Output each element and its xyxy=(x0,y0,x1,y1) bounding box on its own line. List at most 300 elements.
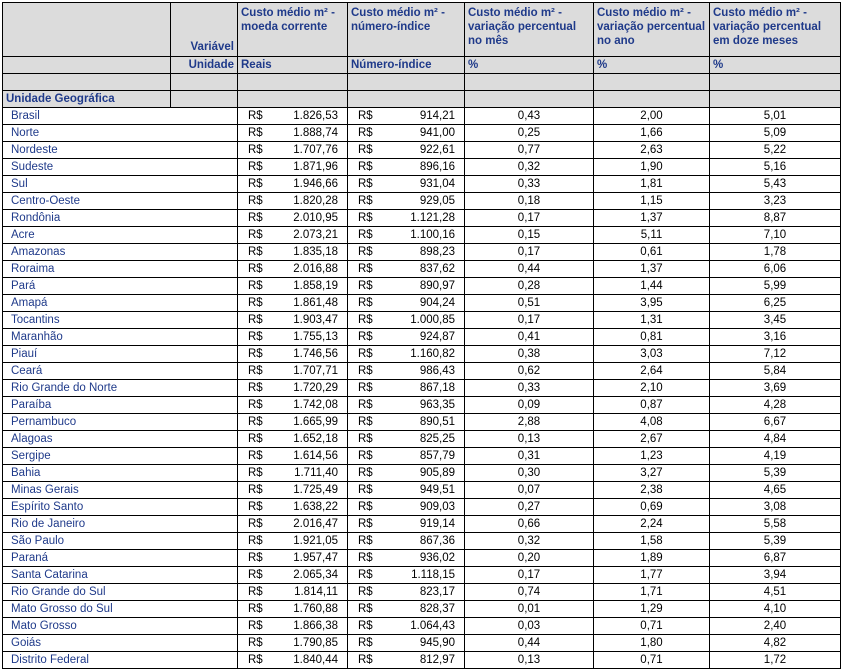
currency-symbol: R$ xyxy=(248,484,263,496)
value-variacao-mes: 0,17 xyxy=(465,312,594,329)
cell-value: 867,36 xyxy=(419,535,455,547)
value-moeda-corrente xyxy=(238,431,348,448)
cell-value: 1.638,22 xyxy=(293,501,338,513)
currency-symbol: R$ xyxy=(358,433,373,445)
region-name: Tocantins xyxy=(3,312,238,329)
currency-symbol: R$ xyxy=(248,178,263,190)
region-name: Maranhão xyxy=(3,329,238,346)
cell-value: 2.016,47 xyxy=(293,518,338,530)
currency-symbol: R$ xyxy=(248,161,263,173)
value-moeda-corrente xyxy=(238,465,348,482)
value-numero-indice xyxy=(348,516,465,533)
value-variacao-doze-meses: 7,10 xyxy=(710,227,841,244)
header-row xyxy=(3,3,841,57)
region-name: Mato Grosso do Sul xyxy=(3,601,238,618)
value-variacao-mes: 0,41 xyxy=(465,329,594,346)
cell-value: 898,23 xyxy=(419,246,455,258)
value-moeda-corrente xyxy=(238,652,348,669)
value-numero-indice xyxy=(348,482,465,499)
value-variacao-doze-meses: 6,87 xyxy=(710,550,841,567)
currency-symbol: R$ xyxy=(358,144,373,156)
value-variacao-mes: 0,07 xyxy=(465,482,594,499)
value-variacao-ano: 5,11 xyxy=(594,227,710,244)
cell-value: 2.010,95 xyxy=(293,212,338,224)
value-variacao-mes: 0,38 xyxy=(465,346,594,363)
unit-percent-mes: % xyxy=(465,57,594,74)
cell-value: 1.871,96 xyxy=(293,161,338,173)
value-moeda-corrente xyxy=(238,482,348,499)
currency-symbol: R$ xyxy=(248,586,263,598)
table-row xyxy=(3,227,841,244)
unit-percent-doze: % xyxy=(710,57,841,74)
currency-symbol: R$ xyxy=(248,603,263,615)
value-moeda-corrente xyxy=(238,346,348,363)
value-variacao-mes: 0,30 xyxy=(465,465,594,482)
currency-symbol: R$ xyxy=(248,297,263,309)
currency-symbol: R$ xyxy=(358,161,373,173)
value-moeda-corrente xyxy=(238,635,348,652)
geo-label-row xyxy=(3,91,841,108)
table-row xyxy=(3,465,841,482)
value-variacao-doze-meses: 3,45 xyxy=(710,312,841,329)
cell-value: 1.760,88 xyxy=(293,603,338,615)
value-numero-indice xyxy=(348,312,465,329)
value-moeda-corrente xyxy=(238,244,348,261)
region-name: Distrito Federal xyxy=(3,652,238,669)
value-variacao-mes: 0,03 xyxy=(465,618,594,635)
cell-value: 949,51 xyxy=(419,484,455,496)
region-name: Ceará xyxy=(3,363,238,380)
currency-symbol: R$ xyxy=(248,654,263,666)
cell-value: 1.614,56 xyxy=(293,450,338,462)
geo-spacer-cell xyxy=(710,91,841,108)
currency-symbol: R$ xyxy=(358,484,373,496)
value-variacao-doze-meses: 3,94 xyxy=(710,567,841,584)
region-name: Amapá xyxy=(3,295,238,312)
value-moeda-corrente xyxy=(238,193,348,210)
cell-value: 1.711,40 xyxy=(294,467,338,479)
value-variacao-ano: 1,44 xyxy=(594,278,710,295)
cell-value: 1.121,28 xyxy=(410,212,455,224)
table-row xyxy=(3,108,841,125)
value-variacao-ano: 1,80 xyxy=(594,635,710,652)
value-variacao-mes: 2,88 xyxy=(465,414,594,431)
table-row xyxy=(3,397,841,414)
value-moeda-corrente xyxy=(238,312,348,329)
spacer-row xyxy=(3,74,841,91)
value-moeda-corrente xyxy=(238,414,348,431)
table-row xyxy=(3,618,841,635)
value-variacao-ano: 2,00 xyxy=(594,108,710,125)
currency-symbol: R$ xyxy=(358,416,373,428)
value-numero-indice xyxy=(348,278,465,295)
currency-symbol: R$ xyxy=(358,467,373,479)
geo-spacer-cell xyxy=(348,91,465,108)
value-variacao-doze-meses: 4,28 xyxy=(710,397,841,414)
cell-value: 1.707,71 xyxy=(293,365,338,377)
cell-value: 1.858,19 xyxy=(293,280,338,292)
spacer-cell xyxy=(348,74,465,91)
cell-value: 1.160,82 xyxy=(410,348,455,360)
value-variacao-ano: 2,24 xyxy=(594,516,710,533)
currency-symbol: R$ xyxy=(248,229,263,241)
table-row xyxy=(3,431,841,448)
currency-symbol: R$ xyxy=(358,382,373,394)
value-numero-indice xyxy=(348,618,465,635)
cell-value: 812,97 xyxy=(419,654,455,666)
value-variacao-mes: 0,32 xyxy=(465,533,594,550)
table-row xyxy=(3,176,841,193)
unidade-label: Unidade xyxy=(171,57,238,74)
value-variacao-doze-meses: 6,25 xyxy=(710,295,841,312)
value-numero-indice xyxy=(348,159,465,176)
table-row xyxy=(3,380,841,397)
currency-symbol: R$ xyxy=(358,518,373,530)
table-row xyxy=(3,159,841,176)
currency-symbol: R$ xyxy=(248,569,263,581)
value-moeda-corrente xyxy=(238,261,348,278)
value-variacao-mes: 0,77 xyxy=(465,142,594,159)
currency-symbol: R$ xyxy=(248,246,263,258)
value-variacao-ano: 3,95 xyxy=(594,295,710,312)
value-numero-indice xyxy=(348,227,465,244)
value-moeda-corrente xyxy=(238,448,348,465)
value-variacao-doze-meses: 8,87 xyxy=(710,210,841,227)
value-numero-indice xyxy=(348,465,465,482)
value-moeda-corrente xyxy=(238,142,348,159)
geo-label: Unidade Geográfica xyxy=(3,91,171,108)
table-row xyxy=(3,295,841,312)
value-variacao-ano: 1,37 xyxy=(594,210,710,227)
value-numero-indice xyxy=(348,363,465,380)
value-variacao-doze-meses: 4,51 xyxy=(710,584,841,601)
table-row xyxy=(3,125,841,142)
currency-symbol: R$ xyxy=(358,127,373,139)
currency-symbol: R$ xyxy=(248,280,263,292)
column-title-variacao-mes: Custo médio m² - variação percentual no mês xyxy=(465,3,594,57)
spacer-cell xyxy=(710,74,841,91)
cell-value: 936,02 xyxy=(419,552,455,564)
value-variacao-mes: 0,25 xyxy=(465,125,594,142)
value-numero-indice xyxy=(348,295,465,312)
value-numero-indice xyxy=(348,533,465,550)
value-variacao-doze-meses: 3,23 xyxy=(710,193,841,210)
value-variacao-mes: 0,17 xyxy=(465,244,594,261)
currency-symbol: R$ xyxy=(248,110,263,122)
value-numero-indice xyxy=(348,448,465,465)
currency-symbol: R$ xyxy=(358,586,373,598)
value-variacao-mes: 0,17 xyxy=(465,210,594,227)
cell-value: 1.957,47 xyxy=(293,552,338,564)
region-name: Acre xyxy=(3,227,238,244)
value-moeda-corrente xyxy=(238,295,348,312)
spacer-cell xyxy=(171,74,238,91)
geo-spacer-cell xyxy=(594,91,710,108)
cell-value: 1.000,85 xyxy=(410,314,455,326)
value-variacao-doze-meses: 6,06 xyxy=(710,261,841,278)
cell-value: 1.720,29 xyxy=(293,382,338,394)
value-numero-indice xyxy=(348,397,465,414)
table-row xyxy=(3,516,841,533)
value-variacao-doze-meses: 5,43 xyxy=(710,176,841,193)
value-moeda-corrente xyxy=(238,499,348,516)
value-variacao-mes: 0,31 xyxy=(465,448,594,465)
cell-value: 2.065,34 xyxy=(293,569,338,581)
spacer-cell xyxy=(594,74,710,91)
region-name: Nordeste xyxy=(3,142,238,159)
value-numero-indice xyxy=(348,652,465,669)
value-variacao-doze-meses: 6,67 xyxy=(710,414,841,431)
value-variacao-doze-meses: 7,12 xyxy=(710,346,841,363)
value-moeda-corrente xyxy=(238,227,348,244)
cell-value: 1.921,05 xyxy=(293,535,338,547)
value-numero-indice xyxy=(348,601,465,618)
table-row xyxy=(3,210,841,227)
value-moeda-corrente xyxy=(238,125,348,142)
currency-symbol: R$ xyxy=(358,535,373,547)
currency-symbol: R$ xyxy=(358,331,373,343)
data-table xyxy=(2,2,841,669)
cell-value: 924,87 xyxy=(419,331,455,343)
value-variacao-doze-meses: 5,39 xyxy=(710,465,841,482)
region-name: Sergipe xyxy=(3,448,238,465)
cell-value: 1.866,38 xyxy=(293,620,338,632)
value-numero-indice xyxy=(348,261,465,278)
currency-symbol: R$ xyxy=(248,637,263,649)
value-variacao-ano: 4,08 xyxy=(594,414,710,431)
spacer-cell xyxy=(465,74,594,91)
value-variacao-doze-meses: 4,10 xyxy=(710,601,841,618)
value-moeda-corrente xyxy=(238,108,348,125)
cell-value: 914,21 xyxy=(419,110,455,122)
unit-blank-cell xyxy=(3,57,171,74)
value-variacao-ano: 1,66 xyxy=(594,125,710,142)
region-name: Pará xyxy=(3,278,238,295)
value-variacao-ano: 1,37 xyxy=(594,261,710,278)
currency-symbol: R$ xyxy=(248,467,263,479)
value-numero-indice xyxy=(348,414,465,431)
value-variacao-ano: 0,87 xyxy=(594,397,710,414)
value-variacao-doze-meses: 4,84 xyxy=(710,431,841,448)
value-numero-indice xyxy=(348,584,465,601)
cell-value: 919,14 xyxy=(419,518,455,530)
value-variacao-ano: 0,71 xyxy=(594,652,710,669)
value-variacao-ano: 1,23 xyxy=(594,448,710,465)
currency-symbol: R$ xyxy=(248,450,263,462)
cell-value: 1.835,18 xyxy=(293,246,338,258)
value-moeda-corrente xyxy=(238,584,348,601)
table-row xyxy=(3,482,841,499)
cell-value: 837,62 xyxy=(419,263,455,275)
value-variacao-mes: 0,44 xyxy=(465,635,594,652)
table-row xyxy=(3,499,841,516)
table-body xyxy=(3,3,841,669)
cell-value: 1.742,08 xyxy=(293,399,338,411)
value-variacao-doze-meses: 3,69 xyxy=(710,380,841,397)
value-moeda-corrente xyxy=(238,363,348,380)
region-name: Minas Gerais xyxy=(3,482,238,499)
table-row xyxy=(3,601,841,618)
value-variacao-ano: 2,10 xyxy=(594,380,710,397)
value-numero-indice xyxy=(348,499,465,516)
value-variacao-mes: 0,74 xyxy=(465,584,594,601)
region-name: Rio Grande do Sul xyxy=(3,584,238,601)
value-variacao-mes: 0,51 xyxy=(465,295,594,312)
region-name: Paraná xyxy=(3,550,238,567)
region-name: Mato Grosso xyxy=(3,618,238,635)
value-numero-indice xyxy=(348,108,465,125)
value-variacao-mes: 0,13 xyxy=(465,431,594,448)
currency-symbol: R$ xyxy=(358,620,373,632)
currency-symbol: R$ xyxy=(358,314,373,326)
value-variacao-ano: 1,29 xyxy=(594,601,710,618)
currency-symbol: R$ xyxy=(358,229,373,241)
cell-value: 1.840,44 xyxy=(293,654,338,666)
table-row xyxy=(3,363,841,380)
currency-symbol: R$ xyxy=(358,569,373,581)
column-title-moeda-corrente: Custo médio m² - moeda corrente xyxy=(238,3,348,57)
value-variacao-ano: 1,31 xyxy=(594,312,710,329)
unit-percent-ano: % xyxy=(594,57,710,74)
table-row xyxy=(3,261,841,278)
value-moeda-corrente xyxy=(238,533,348,550)
geo-spacer-cell xyxy=(171,91,238,108)
currency-symbol: R$ xyxy=(358,246,373,258)
currency-symbol: R$ xyxy=(248,552,263,564)
region-name: Pernambuco xyxy=(3,414,238,431)
value-variacao-mes: 0,62 xyxy=(465,363,594,380)
value-variacao-ano: 2,67 xyxy=(594,431,710,448)
table-row xyxy=(3,635,841,652)
unit-reais: Reais xyxy=(238,57,348,74)
value-variacao-mes: 0,01 xyxy=(465,601,594,618)
value-moeda-corrente xyxy=(238,278,348,295)
value-moeda-corrente xyxy=(238,618,348,635)
cell-value: 904,24 xyxy=(419,297,455,309)
currency-symbol: R$ xyxy=(358,110,373,122)
value-variacao-mes: 0,15 xyxy=(465,227,594,244)
value-variacao-mes: 0,13 xyxy=(465,652,594,669)
table-row xyxy=(3,312,841,329)
table-row xyxy=(3,414,841,431)
value-variacao-doze-meses: 5,39 xyxy=(710,533,841,550)
value-variacao-doze-meses: 5,22 xyxy=(710,142,841,159)
currency-symbol: R$ xyxy=(248,433,263,445)
table-row xyxy=(3,278,841,295)
value-moeda-corrente xyxy=(238,397,348,414)
cell-value: 1.064,43 xyxy=(410,620,455,632)
value-numero-indice xyxy=(348,210,465,227)
currency-symbol: R$ xyxy=(358,280,373,292)
cell-value: 1.826,53 xyxy=(293,110,338,122)
currency-symbol: R$ xyxy=(358,654,373,666)
table-row xyxy=(3,652,841,669)
value-variacao-doze-meses: 5,84 xyxy=(710,363,841,380)
value-variacao-doze-meses: 4,82 xyxy=(710,635,841,652)
value-numero-indice xyxy=(348,380,465,397)
currency-symbol: R$ xyxy=(248,331,263,343)
currency-symbol: R$ xyxy=(248,314,263,326)
value-variacao-doze-meses: 4,65 xyxy=(710,482,841,499)
value-moeda-corrente xyxy=(238,159,348,176)
cell-value: 2.016,88 xyxy=(293,263,338,275)
value-variacao-mes: 0,20 xyxy=(465,550,594,567)
geo-spacer-cell xyxy=(465,91,594,108)
currency-symbol: R$ xyxy=(358,212,373,224)
region-name: Santa Catarina xyxy=(3,567,238,584)
value-variacao-ano: 1,15 xyxy=(594,193,710,210)
value-variacao-mes: 0,18 xyxy=(465,193,594,210)
cell-value: 1.725,49 xyxy=(293,484,338,496)
currency-symbol: R$ xyxy=(358,637,373,649)
unit-row xyxy=(3,57,841,74)
value-numero-indice xyxy=(348,142,465,159)
cell-value: 945,90 xyxy=(419,637,455,649)
value-moeda-corrente xyxy=(238,210,348,227)
table-row xyxy=(3,244,841,261)
geo-spacer-cell xyxy=(238,91,348,108)
column-title-variacao-ano: Custo médio m² - variação percentual no ano xyxy=(594,3,710,57)
currency-symbol: R$ xyxy=(248,195,263,207)
value-variacao-ano: 3,03 xyxy=(594,346,710,363)
value-variacao-mes: 0,17 xyxy=(465,567,594,584)
value-variacao-mes: 0,32 xyxy=(465,159,594,176)
cell-value: 931,04 xyxy=(419,178,455,190)
currency-symbol: R$ xyxy=(358,348,373,360)
currency-symbol: R$ xyxy=(248,348,263,360)
value-variacao-ano: 1,90 xyxy=(594,159,710,176)
currency-symbol: R$ xyxy=(248,620,263,632)
value-variacao-doze-meses: 5,58 xyxy=(710,516,841,533)
cell-value: 1.820,28 xyxy=(293,195,338,207)
currency-symbol: R$ xyxy=(358,297,373,309)
currency-symbol: R$ xyxy=(248,501,263,513)
header-blank-cell xyxy=(3,3,171,57)
cell-value: 867,18 xyxy=(419,382,455,394)
cell-value: 986,43 xyxy=(419,365,455,377)
value-variacao-mes: 0,33 xyxy=(465,380,594,397)
region-name: Bahia xyxy=(3,465,238,482)
cell-value: 1.755,13 xyxy=(293,331,338,343)
currency-symbol: R$ xyxy=(358,399,373,411)
value-variacao-mes: 0,33 xyxy=(465,176,594,193)
currency-symbol: R$ xyxy=(358,501,373,513)
currency-symbol: R$ xyxy=(358,552,373,564)
value-variacao-ano: 1,81 xyxy=(594,176,710,193)
value-moeda-corrente xyxy=(238,567,348,584)
table-row xyxy=(3,533,841,550)
value-numero-indice xyxy=(348,550,465,567)
region-name: Piauí xyxy=(3,346,238,363)
value-variacao-ano: 3,27 xyxy=(594,465,710,482)
value-variacao-ano: 1,58 xyxy=(594,533,710,550)
table-row xyxy=(3,567,841,584)
column-title-numero-indice: Custo médio m² - número-índice xyxy=(348,3,465,57)
cell-value: 825,25 xyxy=(419,433,455,445)
table-row xyxy=(3,142,841,159)
value-variacao-ano: 0,71 xyxy=(594,618,710,635)
cell-value: 1.790,85 xyxy=(293,637,338,649)
value-variacao-doze-meses: 5,16 xyxy=(710,159,841,176)
region-name: Roraima xyxy=(3,261,238,278)
value-moeda-corrente xyxy=(238,601,348,618)
region-name: Norte xyxy=(3,125,238,142)
value-variacao-mes: 0,09 xyxy=(465,397,594,414)
value-numero-indice xyxy=(348,244,465,261)
currency-symbol: R$ xyxy=(248,263,263,275)
value-variacao-ano: 1,71 xyxy=(594,584,710,601)
currency-symbol: R$ xyxy=(248,365,263,377)
